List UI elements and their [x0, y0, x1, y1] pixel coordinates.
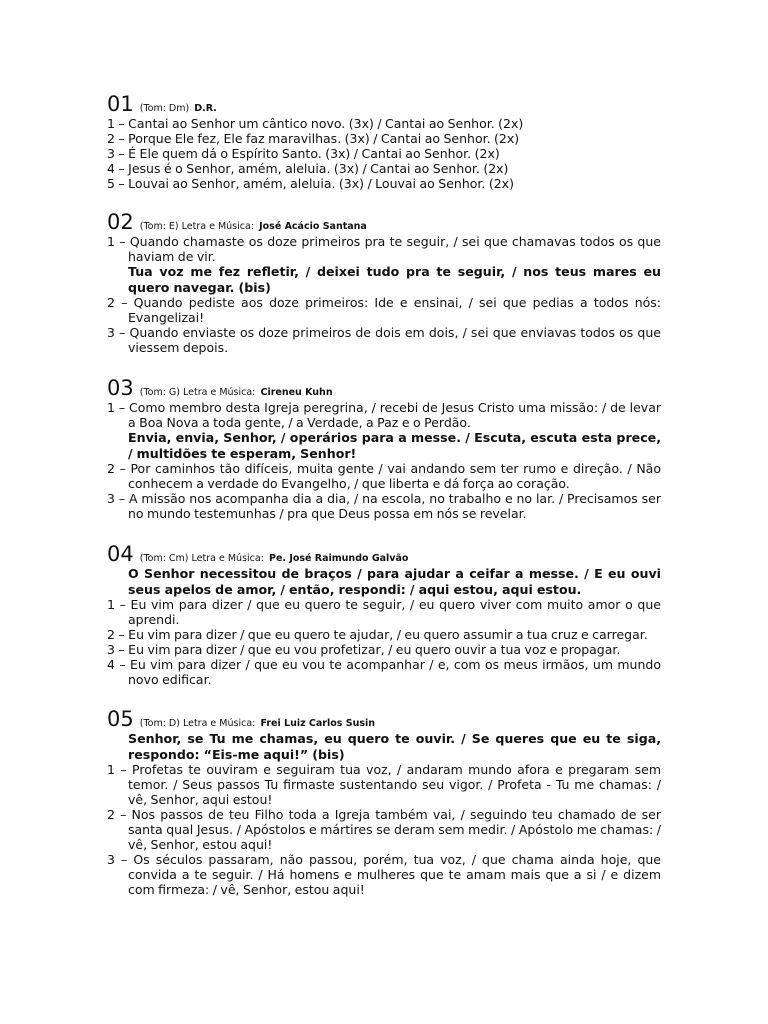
song-03: [107, 377, 661, 521]
song-header: [107, 377, 661, 400]
song-key: (Tom: Dm): [139, 103, 190, 114]
song-header: [107, 211, 661, 234]
verse-line: 1 – Profetas te ouviram e seguiram tua voz, / andaram mundo afora e pregaram sem temor. / Seus passos Tu firmaste sustentando seu vigor. / Profeta - Tu me chamas: / vê, Senhor, aqui estou!: [107, 762, 661, 807]
song-04: [107, 543, 661, 687]
song-01: [107, 93, 661, 191]
song-header: [107, 543, 661, 566]
song-number: 03: [107, 376, 134, 400]
song-number: 02: [107, 210, 134, 234]
verse-line: 1 – Como membro desta Igreja peregrina, / recebi de Jesus Cristo uma missão: / de levar a Boa Nova a toda gente, / a Verdade, a Paz e o Perdão.: [107, 400, 662, 430]
song-credit-name: José Acácio Santana: [259, 221, 367, 232]
song-credit-name: Frei Luiz Carlos Susin: [260, 718, 376, 729]
song-key: (Tom: E) Letra e Música:: [139, 221, 255, 232]
verse-line: 5 – Louvai ao Senhor, amém, aleluia. (3x) / Louvai ao Senhor. (2x): [107, 176, 514, 191]
verse-line: 3 – Os séculos passaram, não passou, porém, tua voz, / que chama ainda hoje, que convida a te seguir. / Há homens e mulheres que te amam mais que a si / e dizem com firmeza: / vê, Senhor, estou aqui!: [107, 852, 661, 897]
song-key: (Tom: G) Letra e Música:: [139, 387, 256, 398]
verse-line: 2 – Eu vim para dizer / que eu quero te ajudar, / eu quero assumir a tua cruz e carregar.: [107, 627, 648, 642]
verse-line: 2 – Quando pediste aos doze primeiros: Ide e ensinai, / sei que pedias a todos nós: Evangelizai!: [107, 295, 661, 325]
song-credit-name: D.R.: [194, 103, 217, 114]
verse-line: 1 – Cantai ao Senhor um cântico novo. (3x) / Cantai ao Senhor. (2x): [107, 116, 524, 131]
chorus: Senhor, se Tu me chamas, eu quero te ouvir. / Se queres que eu te siga, respondo: “Eis-me aqui!” (bis): [128, 731, 661, 762]
verse-line: 3 – Eu vim para dizer / que eu vou profetizar, / eu quero ouvir a tua voz e propagar.: [107, 642, 621, 657]
song-05: [107, 708, 661, 897]
verse-line: 3 – A missão nos acompanha dia a dia, / na escola, no trabalho e no lar. / Precisamos ser no mundo testemunhas / pra que Deus possa em nós se revelar.: [107, 491, 661, 521]
verse-line: 1 – Eu vim para dizer / que eu quero te seguir, / eu quero viver com muito amor o que aprendi.: [107, 597, 661, 627]
song-credit-name: Pe. José Raimundo Galvão: [269, 553, 409, 564]
verse-line: 2 – Porque Ele fez, Ele faz maravilhas. (3x) / Cantai ao Senhor. (2x): [107, 131, 520, 146]
chorus: Envia, envia, Senhor, / operários para a messe. / Escuta, escuta esta prece, / multidões te esperam, Senhor!: [128, 430, 661, 461]
chorus: O Senhor necessitou de braços / para ajudar a ceifar a messe. / E eu ouvi seus apelos de amor, / então, respondi: / aqui estou, aqui estou.: [128, 566, 661, 597]
verse-line: 3 – Quando enviaste os doze primeiros de dois em dois, / sei que enviavas todos os que viessem depois.: [107, 325, 661, 355]
chorus: Tua voz me fez refletir, / deixei tudo pra te seguir, / nos teus mares eu quero navegar. (bis): [128, 264, 661, 295]
song-key: (Tom: Cm) Letra e Música:: [139, 553, 264, 564]
song-header: [107, 708, 661, 731]
verse-line: 1 – Quando chamaste os doze primeiros pra te seguir, / sei que chamavas todos os que haviam de vir.: [107, 234, 661, 264]
song-number: 04: [107, 542, 134, 566]
verse-line: 2 – Por caminhos tão difíceis, muita gente / vai andando sem ter rumo e direção. / Não conhecem a verdade do Evangelho, / que liberta e dá força ao coração.: [107, 461, 661, 491]
song-key: (Tom: D) Letra e Música:: [139, 718, 256, 729]
song-credit-name: Cireneu Kuhn: [260, 387, 333, 398]
verse-line: 4 – Jesus é o Senhor, amém, aleluia. (3x) / Cantai ao Senhor. (2x): [107, 161, 509, 176]
song-number: 01: [107, 92, 134, 116]
verse-line: 3 – É Ele quem dá o Espírito Santo. (3x) / Cantai ao Senhor. (2x): [107, 146, 500, 161]
song-number: 05: [107, 707, 134, 731]
verse-line: 2 – Nos passos de teu Filho toda a Igreja também vai, / seguindo teu chamado de ser santa qual Jesus. / Apóstolos e mártires se deram sem medir. / Apóstolo me chamas: / vê, Senhor, estou aqui!: [107, 807, 661, 852]
song-02: [107, 211, 661, 355]
song-header: [107, 93, 661, 116]
verse-line: 4 – Eu vim para dizer / que eu vou te acompanhar / e, com os meus irmãos, um mundo novo edificar.: [107, 657, 661, 687]
